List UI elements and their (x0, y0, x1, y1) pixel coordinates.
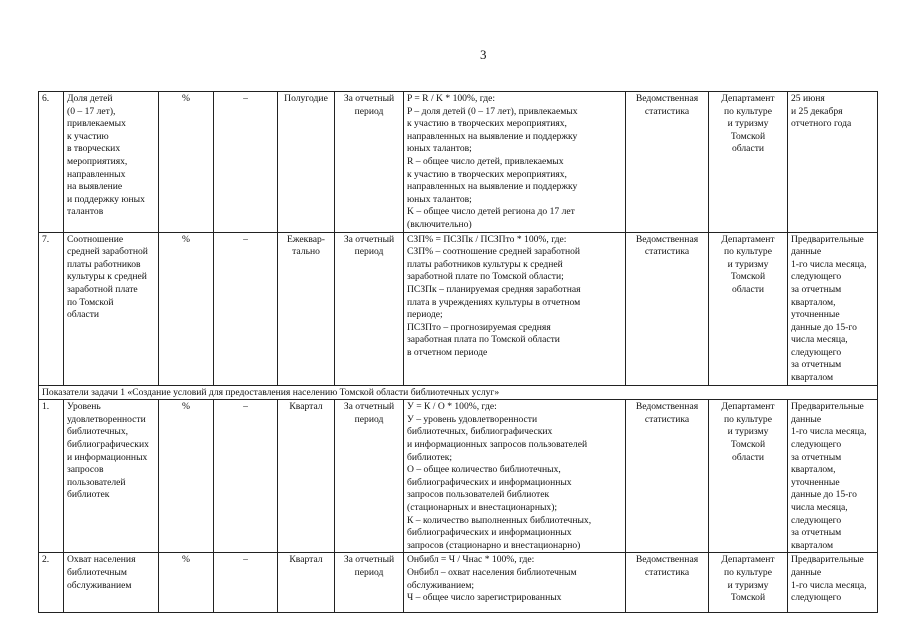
responsible-cell: Департамент по культуре и туризму Томской (709, 553, 788, 613)
dash-cell: – (214, 92, 278, 233)
responsible-cell: Департамент по культуре и туризму Томской области (709, 232, 788, 385)
table-row (39, 553, 878, 613)
row-number: 6. (39, 92, 64, 233)
source-cell: Ведомственная статистика (626, 400, 709, 553)
responsible-cell: Департамент по культуре и туризму Томской области (709, 92, 788, 233)
indicator-name: Охват населения библиотечным обслуживанием (64, 553, 159, 613)
interval-cell: За отчетный период (335, 553, 404, 613)
responsible-cell: Департамент по культуре и туризму Томской области (709, 400, 788, 553)
row-number: 1. (39, 400, 64, 553)
unit-cell: % (159, 232, 214, 385)
source-cell: Ведомственная статистика (626, 232, 709, 385)
page-number: 3 (480, 47, 487, 62)
interval-cell: За отчетный период (335, 400, 404, 553)
unit-cell: % (159, 553, 214, 613)
table-row (39, 400, 878, 553)
dash-cell: – (214, 400, 278, 553)
source-cell: Ведомственная статистика (626, 92, 709, 233)
formula-cell: P = R / K * 100%, где: P – доля детей (0 – 17 лет), привлекаемых к участию в творческих мероприятиях, направленных на выявление и поддержку юных талантов; R – общее число детей, привлекаемых к участию в творческих мероприятиях, направленных на выявление и поддержку юных талантов; K – общее число детей региона до 17 лет (включительно) (404, 92, 626, 233)
formula-cell: СЗП% = ПСЗПк / ПСЗПто * 100%, где: СЗП% – соотношение средней заработной платы работников культуры к средней заработной плате по Томской области; ПСЗПк – планируемая средняя заработная плата в учреждениях культуры в отчетном периоде; ПСЗПто – прогнозируемая средняя заработная плата по Томской области в отчетном периоде (404, 232, 626, 385)
unit-cell: % (159, 400, 214, 553)
formula-cell: У = К / О * 100%, где: У – уровень удовлетворенности библиотечных, библиографических и информационных запросов пользователей библиотек; О – общее количество библиотечных, библиографических и информационных запросов пользователей библиотек (стационарных и внестационарных); К – количество выполненных библиотечных, библиографических и информационных запросов (стационарно и внестационарно) (404, 400, 626, 553)
section-title: Показатели задачи 1 «Создание условий для предоставления населению Томской области библиотечных услуг» (39, 385, 878, 400)
periodicity-cell: Ежеквар- тально (278, 232, 335, 385)
deadline-cell: 25 июня и 25 декабря отчетного года (788, 92, 878, 233)
dash-cell: – (214, 232, 278, 385)
deadline-cell: Предварительные данные 1-го числа месяца, следующего (788, 553, 878, 613)
indicators-table (38, 91, 878, 613)
interval-cell: За отчетный период (335, 232, 404, 385)
interval-cell: За отчетный период (335, 92, 404, 233)
row-number: 7. (39, 232, 64, 385)
deadline-cell: Предварительные данные 1-го числа месяца, следующего за отчетным кварталом, уточненные данные до 15-го числа месяца, следующего за отчетным кварталом (788, 232, 878, 385)
indicator-name: Доля детей (0 – 17 лет), привлекаемых к участию в творческих мероприятиях, направленных на выявление и поддержку юных талантов (64, 92, 159, 233)
dash-cell: – (214, 553, 278, 613)
periodicity-cell: Полугодие (278, 92, 335, 233)
formula-cell: Онбибл = Ч / Чнас * 100%, где: Онбибл – охват населения библиотечным обслуживанием; Ч – общее число зарегистрированных (404, 553, 626, 613)
deadline-cell: Предварительные данные 1-го числа месяца, следующего за отчетным кварталом, уточненные данные до 15-го числа месяца, следующего за отчетным кварталом (788, 400, 878, 553)
source-cell: Ведомственная статистика (626, 553, 709, 613)
unit-cell: % (159, 92, 214, 233)
table-row (39, 232, 878, 385)
row-number: 2. (39, 553, 64, 613)
indicator-name: Уровень удовлетворенности библиотечных, библиографических и информационных запросов пользователей библиотек (64, 400, 159, 553)
periodicity-cell: Квартал (278, 553, 335, 613)
periodicity-cell: Квартал (278, 400, 335, 553)
table-row (39, 92, 878, 233)
section-row (39, 385, 878, 400)
indicator-name: Соотношение средней заработной платы работников культуры к средней заработной плате по Томской области (64, 232, 159, 385)
